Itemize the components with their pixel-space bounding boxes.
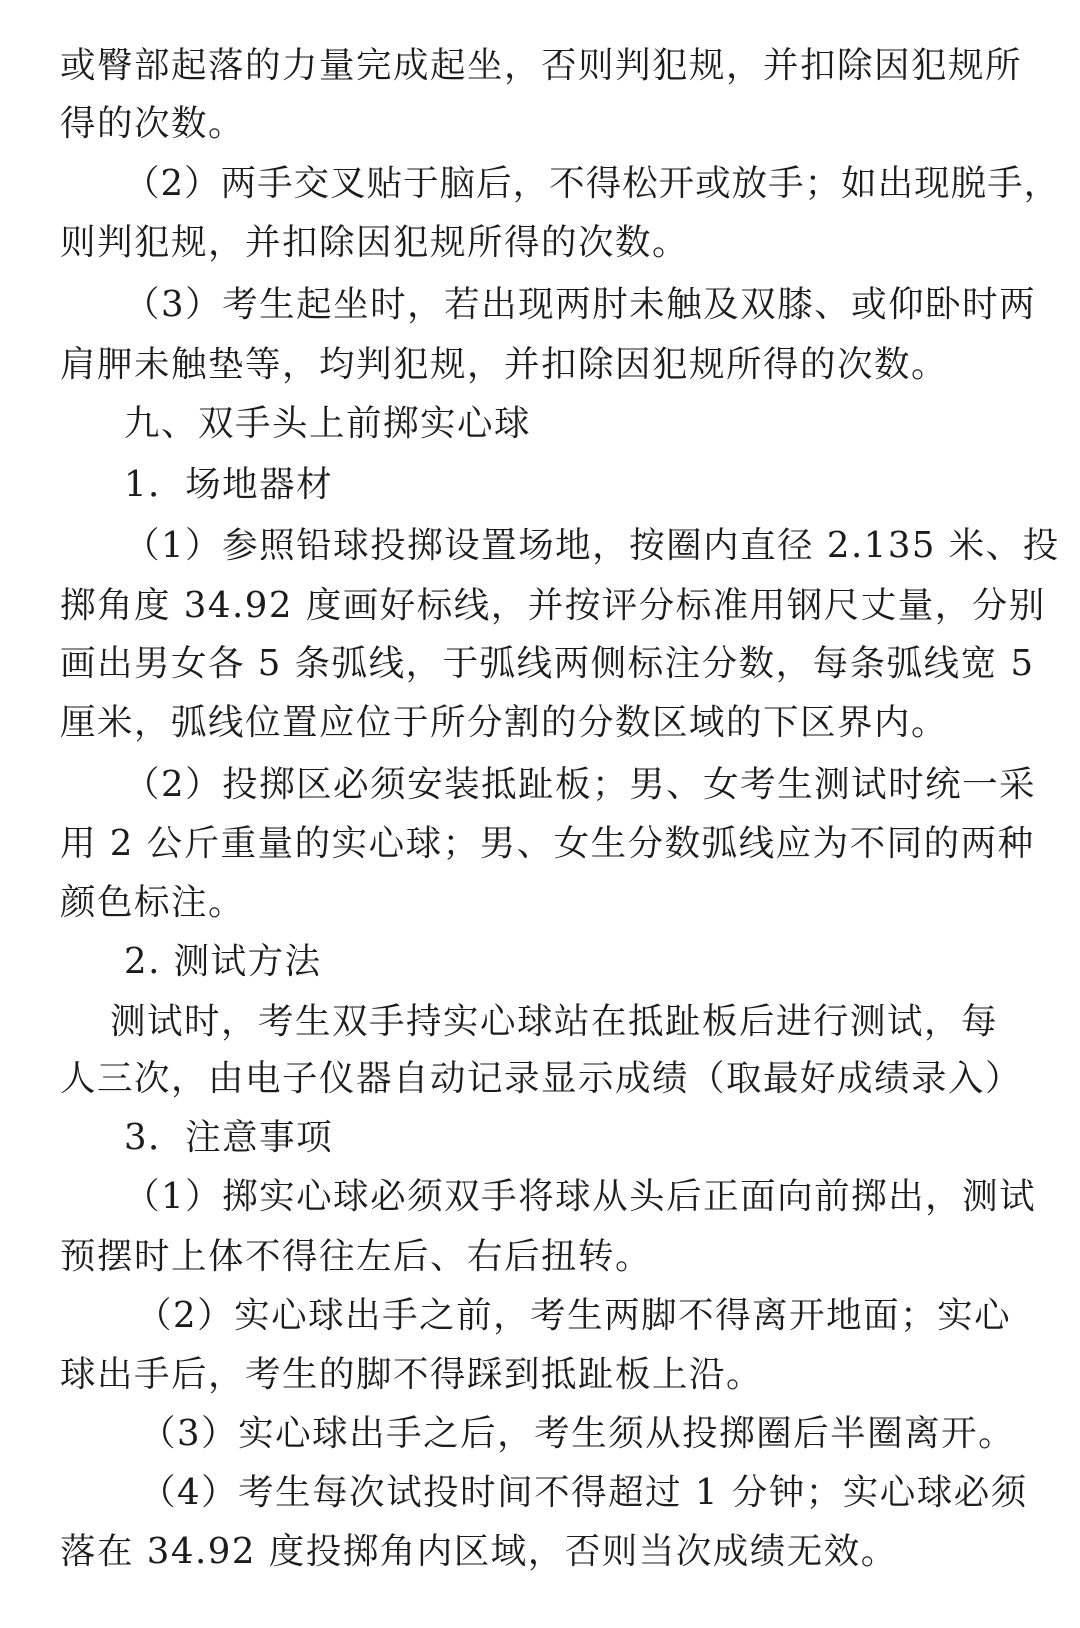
paragraph-line: （2）实心球出手之前，考生两脚不得离开地面；实心 [136, 1295, 1012, 1336]
paragraph-line: 画出男女各 5 条弧线，于弧线两侧标注分数，每条弧线宽 5 [60, 643, 1035, 684]
paragraph-line: 落在 34.92 度投掷角内区域，否则当次成绩无效。 [60, 1531, 898, 1572]
paragraph-line: 人三次，由电子仪器自动记录显示成绩（取最好成绩录入） [60, 1058, 1023, 1099]
paragraph-line: （3）考生起坐时，若出现两肘未触及双膝、或仰卧时两 [124, 284, 1037, 325]
paragraph-line: 肩胛未触垫等，均判犯规，并扣除因犯规所得的次数。 [60, 344, 949, 385]
paragraph-line: （2）两手交叉贴于脑后，不得松开或放手；如出现脱手， [124, 163, 1061, 204]
paragraph-line: 或臀部起落的力量完成起坐，否则判犯规，并扣除因犯规所 [60, 45, 1023, 86]
paragraph-line: （3）实心球出手之后，考生须从投掷圈后半圈离开。 [140, 1413, 1016, 1454]
paragraph-line: 厘米，弧线位置应位于所分割的分数区域的下区界内。 [60, 702, 949, 743]
paragraph-line: （1）参照铅球投掷设置场地，按圈内直径 2.135 米、投 [124, 525, 1060, 566]
paragraph-line: 得的次数。 [60, 103, 246, 144]
paragraph-line: 用 2 公斤重量的实心球；男、女生分数弧线应为不同的两种 [60, 823, 1035, 864]
paragraph-line: 球出手后，考生的脚不得踩到抵趾板上沿。 [60, 1354, 764, 1395]
subsection-heading: 2. 测试方法 [124, 941, 322, 982]
paragraph-line: 预摆时上体不得往左后、右后扭转。 [60, 1236, 653, 1277]
paragraph-line: （2）投掷区必须安装抵趾板；男、女考生测试时统一采 [124, 764, 1037, 805]
paragraph-line: 则判犯规，并扣除因犯规所得的次数。 [60, 222, 690, 263]
subsection-heading: 1．场地器材 [124, 464, 334, 505]
paragraph-line: （1）掷实心球必须双手将球从头后正面向前掷出，测试 [124, 1176, 1037, 1217]
paragraph-line: 掷角度 34.92 度画好标线，并按评分标准用钢尺丈量，分别 [60, 585, 1046, 626]
paragraph-line: 测试时，考生双手持实心球站在抵趾板后进行测试，每 [110, 1001, 999, 1042]
paragraph-line: 颜色标注。 [60, 882, 246, 923]
subsection-heading: 3．注意事项 [124, 1117, 334, 1158]
paragraph-line: （4）考生每次试投时间不得超过 1 分钟；实心球必须 [140, 1472, 1028, 1513]
section-heading: 九、双手头上前掷实心球 [124, 403, 532, 444]
